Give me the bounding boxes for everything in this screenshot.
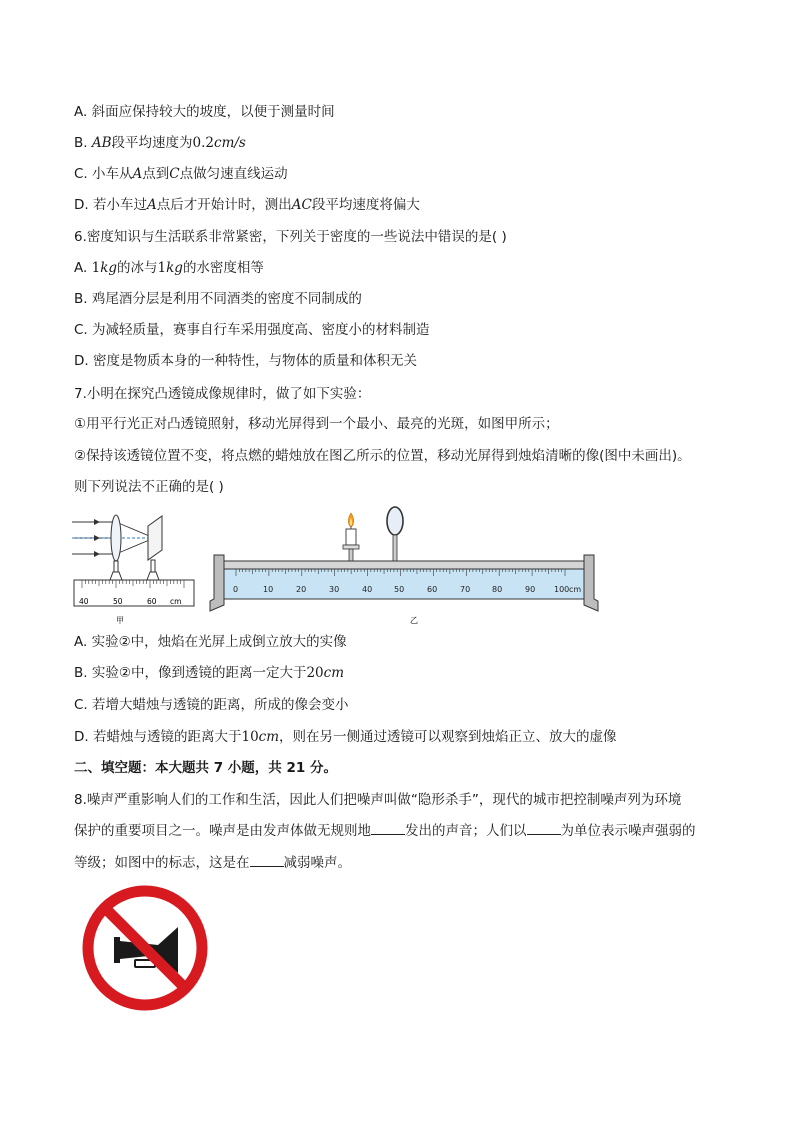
q7-step-2: ②保持该透镜位置不变，将点燃的蜡烛放在图乙所示的位置，移动光屏得到烛焰清晰的像(图中未画出)。 [74,448,691,464]
screen-icon [148,516,162,560]
q7-option-b [74,663,344,683]
q8-line-2 [74,821,696,841]
option-text: 点到 [142,166,170,182]
option-text: 的冰与 [117,260,158,276]
q8-text: 为单位表示噪声强弱的 [560,823,696,839]
q6-option-b: B. 鸡尾酒分层是利用不同酒类的密度不同制成的 [74,291,362,307]
math-var: AC [291,197,312,213]
option-prefix: B. [74,135,92,151]
math-number: 0.2 [192,135,215,151]
jia-tick-label-60: 60 [147,597,157,606]
q7-step-1: ①用平行光正对凸透镜照射，移动光屏得到一个最小、最亮的光斑，如图甲所示； [74,416,559,432]
math-unit: cm/s [214,135,246,151]
option-text: B. 实验②中，像到透镜的距离一定大于 [74,665,307,681]
answer-blank[interactable] [250,853,284,867]
q7-option-d [74,727,617,747]
q5-option-c [74,164,288,184]
q8-text: 减弱噪声。 [283,855,351,871]
jia-tick-label-40: 40 [79,597,89,606]
lens-icon [111,515,121,561]
yi-tick-label-30: 30 [329,585,340,594]
math-unit: cm [258,729,280,745]
option-text: 的水密度相等 [182,260,264,276]
option-text: 段平均速度将偏大 [311,197,420,213]
yi-unit: cm [569,585,582,594]
option-text: 段平均速度为 [111,135,193,151]
q8-line-1: 8.噪声严重影响人们的工作和生活，因此人们把噪声叫做“隐形杀手”，现代的城市把控制噪声列为环境 [74,792,682,808]
option-text: D. 若蜡烛与透镜的距离大于 [74,729,242,745]
jia-tick-label-50: 50 [113,597,123,606]
q6-option-c: C. 为减轻质量，赛事自行车采用强度高、密度小的材料制造 [74,322,430,338]
option-text: ，则在另一侧通过透镜可以观察到烛焰正立、放大的虚像 [279,729,617,745]
math-number: 1 [91,260,101,276]
q5-option-b [74,133,246,153]
yi-tick-label-90: 90 [525,585,536,594]
q7-stem: 7.小明在探究凸透镜成像规律时，做了如下实验： [74,386,371,402]
answer-blank[interactable] [527,821,561,835]
figure-yi [206,505,602,627]
math-number: 10 [241,729,259,745]
q7-option-a: A. 实验②中，烛焰在光屏上成倒立放大的实像 [74,634,347,650]
yi-tick-label-0: 0 [233,585,239,594]
math-unit: kg [100,260,118,276]
yi-tick-label-80: 80 [492,585,503,594]
math-var: C [169,166,180,182]
q6-option-d: D. 密度是物质本身的一种特性，与物体的质量和体积无关 [74,353,417,369]
q8-text: 等级；如图中的标志，这是在 [74,855,250,871]
q6-option-a [74,258,264,278]
no-horn-sign-icon [80,883,210,1013]
yi-tick-label-20: 20 [296,585,307,594]
yi-tick-label-60: 60 [427,585,438,594]
math-unit: cm [323,665,345,681]
yi-tick-label-40: 40 [362,585,373,594]
math-var: A [132,166,143,182]
figure-jia-label: 甲 [116,616,124,625]
option-prefix: A. [74,260,92,276]
math-number: 20 [306,665,324,681]
math-unit: kg [166,260,183,276]
q8-line-3 [74,853,351,873]
q7-question: 则下列说法不正确的是( ) [74,479,224,495]
answer-blank[interactable] [371,821,405,835]
section-heading: 二、填空题：本大题共 7 小题，共 21 分。 [74,760,337,776]
q6-stem: 6.密度知识与生活联系非常紧密，下列关于密度的一些说法中错误的是( ) [74,229,507,245]
q7-option-c: C. 若增大蜡烛与透镜的距离，所成的像会变小 [74,697,349,713]
option-text: 点做匀速直线运动 [179,166,288,182]
q5-option-a: A. 斜面应保持较大的坡度，以便于测量时间 [74,104,335,120]
q5-option-d [74,195,420,215]
q8-text: 发出的声音；人们以 [405,823,527,839]
yi-tick-label-50: 50 [394,585,405,594]
figure-jia [72,508,196,628]
yi-tick-label-70: 70 [460,585,471,594]
math-number: 1 [157,260,167,276]
option-text: 点后才开始计时，测出 [156,197,292,213]
math-var: A [146,197,157,213]
option-text: C. 小车从 [74,166,133,182]
ruler-yi [224,569,584,599]
jia-unit: cm [170,597,182,606]
q8-text: 保护的重要项目之一。噪声是由发声体做无规则地 [74,823,371,839]
yi-tick-label-10: 10 [263,585,274,594]
yi-tick-label-100: 100 [554,585,570,594]
figure-yi-label: 乙 [410,616,418,625]
option-text: D. 若小车过 [74,197,147,213]
math-var: AB [91,135,112,151]
